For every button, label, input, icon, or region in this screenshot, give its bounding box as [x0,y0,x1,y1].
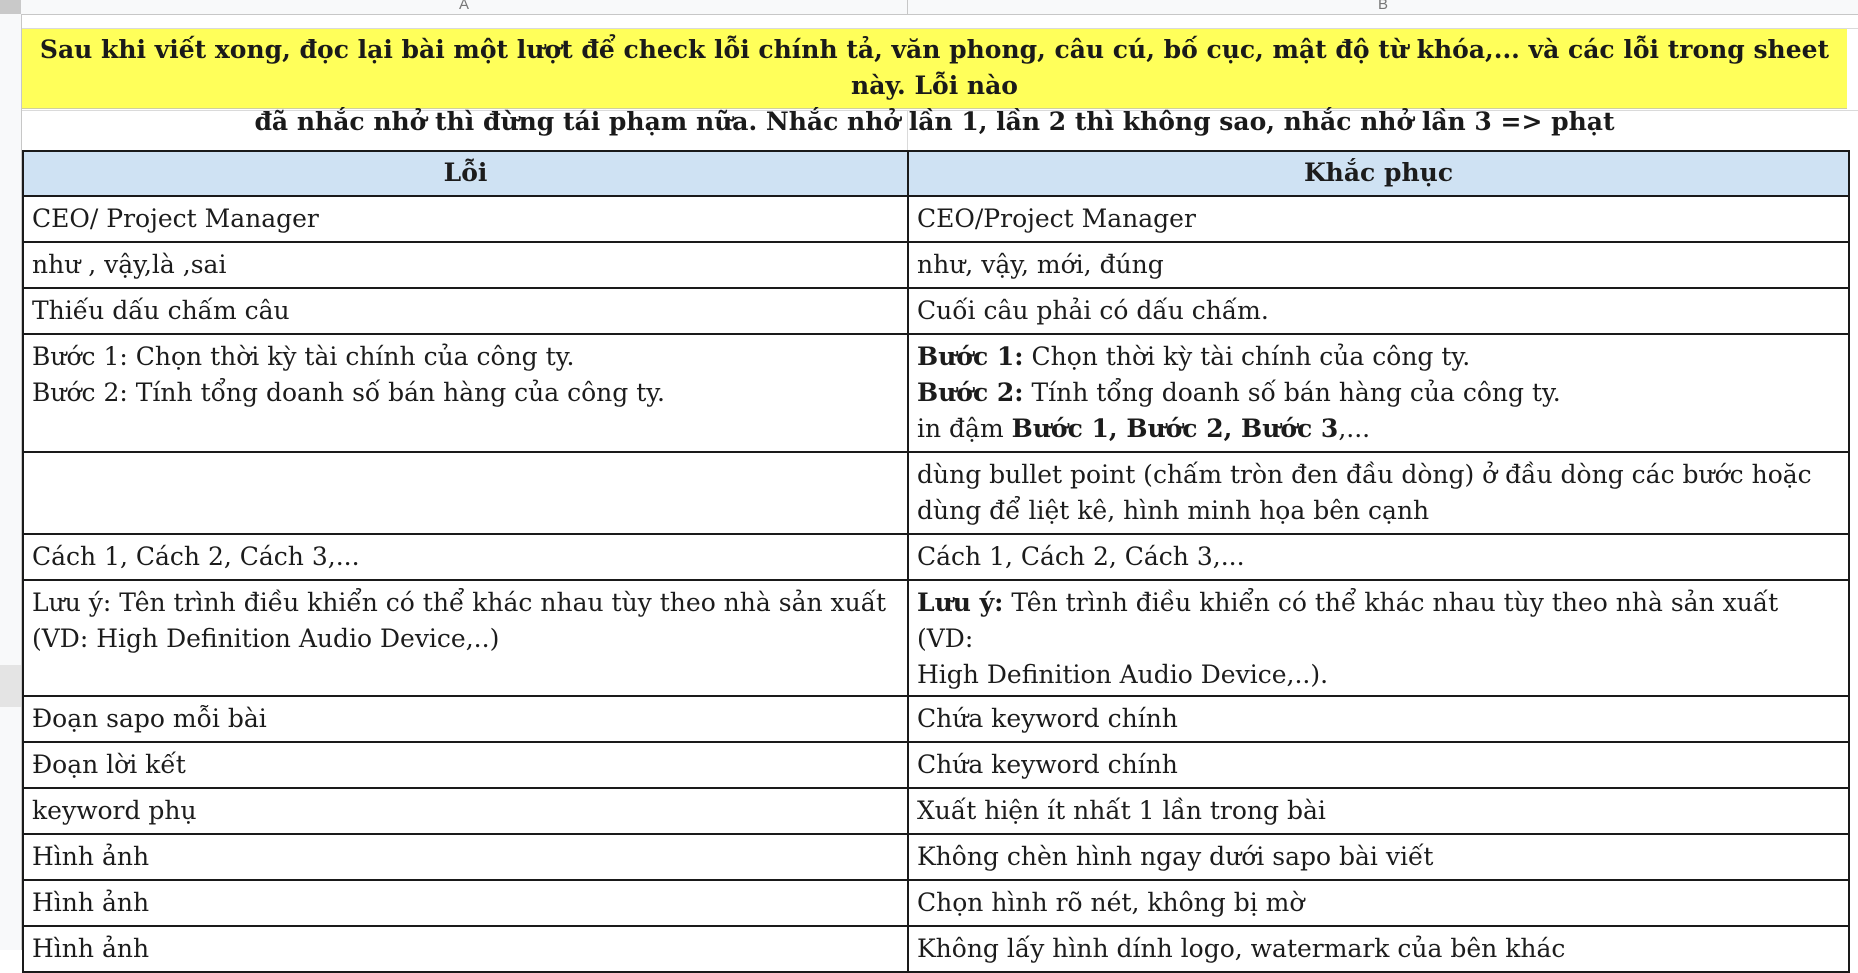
cell-line [917,339,1840,375]
cell-fix[interactable]: Cách 1, Cách 2, Cách 3,... [908,534,1849,580]
row-header-strip[interactable] [0,0,22,950]
row-header-highlight[interactable] [0,665,21,707]
cell-error[interactable]: keyword phụ [23,788,908,834]
table-row [23,926,1849,972]
table-row [23,534,1849,580]
cell-error[interactable]: Đoạn sapo mỗi bài [23,696,908,742]
cell-error[interactable]: Cách 1, Cách 2, Cách 3,... [23,534,908,580]
table-row [23,196,1849,242]
bold-text: Bước 1: [917,342,1024,371]
cell-text: Chọn thời kỳ tài chính của công ty. [1023,342,1471,371]
instruction-banner[interactable] [22,29,1847,136]
banner-line-2: đã nhắc nhở thì đừng tái phạm nữa. Nhắc nhở lần 1, lần 2 thì không sao, nhắc nhở lần 3 => phạt [254,107,1615,136]
cell-text: Tên trình điều khiển có thể khác nhau tùy theo nhà sản xuất (VD: [917,588,1779,653]
banner-line-1: Sau khi viết xong, đọc lại bài một lượt để check lỗi chính tả, văn phong, câu cú, bố cục, mật độ từ khóa,... và các lỗi trong sheet này. Lỗi nào [39,35,1830,100]
table-row [23,452,1849,534]
bold-text: Bước 2: [917,378,1024,407]
cell-text: Tính tổng doanh số bán hàng của công ty. [1023,378,1561,407]
header-fix[interactable]: Khắc phục [908,151,1849,196]
table-row [23,242,1849,288]
cell-fix[interactable]: Không lấy hình dính logo, watermark của bên khác [908,926,1849,972]
select-all-corner[interactable] [0,0,21,14]
cell-line: High Definition Audio Device,..). [917,660,1329,689]
cell-error[interactable] [23,334,908,452]
table-row [23,788,1849,834]
cell-error[interactable]: Hình ảnh [23,926,908,972]
cell-fix[interactable]: Chọn hình rõ nét, không bị mờ [908,880,1849,926]
cell-error[interactable] [23,452,908,534]
cell-text: in đậm [917,414,1012,443]
cell-error[interactable]: Hình ảnh [23,880,908,926]
cell-fix[interactable]: CEO/Project Manager [908,196,1849,242]
cell-line: dùng bullet point (chấm tròn đen đầu dòng) ở đầu dòng các bước hoặc [917,460,1812,489]
cell-fix[interactable] [908,580,1849,696]
cell-line: dùng để liệt kê, hình minh họa bên cạnh [917,496,1430,525]
cell-error[interactable]: Hình ảnh [23,834,908,880]
header-error[interactable]: Lỗi [23,151,908,196]
cell-line: Bước 1: Chọn thời kỳ tài chính của công ty. [32,342,575,371]
cell-fix[interactable]: Chứa keyword chính [908,696,1849,742]
error-fix-table [22,150,1850,973]
column-header-strip [21,0,1858,15]
cell-fix[interactable]: Không chèn hình ngay dưới sapo bài viết [908,834,1849,880]
bold-text: Bước 1, Bước 2, Bước 3 [1011,414,1339,443]
cell-error[interactable]: Đoạn lời kết [23,742,908,788]
cell-line [917,585,1840,657]
bold-text: Lưu ý: [917,588,1004,617]
table-row [23,334,1849,452]
cell-error[interactable]: CEO/ Project Manager [23,196,908,242]
table-row [23,834,1849,880]
table-row [23,288,1849,334]
cell-error[interactable] [23,580,908,696]
cell-fix[interactable] [908,334,1849,452]
cell-line: (VD: High Definition Audio Device,..) [32,624,500,653]
cell-fix[interactable]: Cuối câu phải có dấu chấm. [908,288,1849,334]
cell-line: Bước 2: Tính tổng doanh số bán hàng của công ty. [32,378,666,407]
cell-line: Lưu ý: Tên trình điều khiển có thể khác nhau tùy theo nhà sản xuất [32,588,887,617]
table-row [23,580,1849,696]
cell-line [917,375,1840,411]
cell-line [917,411,1840,447]
table-row [23,742,1849,788]
table-row [23,696,1849,742]
cell-error[interactable]: Thiếu dấu chấm câu [23,288,908,334]
cell-fix[interactable]: Chứa keyword chính [908,742,1849,788]
cell-fix[interactable]: như, vậy, mới, đúng [908,242,1849,288]
column-header-a[interactable]: A [458,0,469,13]
cell-fix[interactable] [908,452,1849,534]
cell-fix[interactable]: Xuất hiện ít nhất 1 lần trong bài [908,788,1849,834]
cell-error[interactable]: như , vậy,là ,sai [23,242,908,288]
column-header-b[interactable]: B [1377,0,1388,13]
table-row [23,880,1849,926]
cell-text: ,... [1338,414,1371,443]
table-header-row [23,151,1849,196]
